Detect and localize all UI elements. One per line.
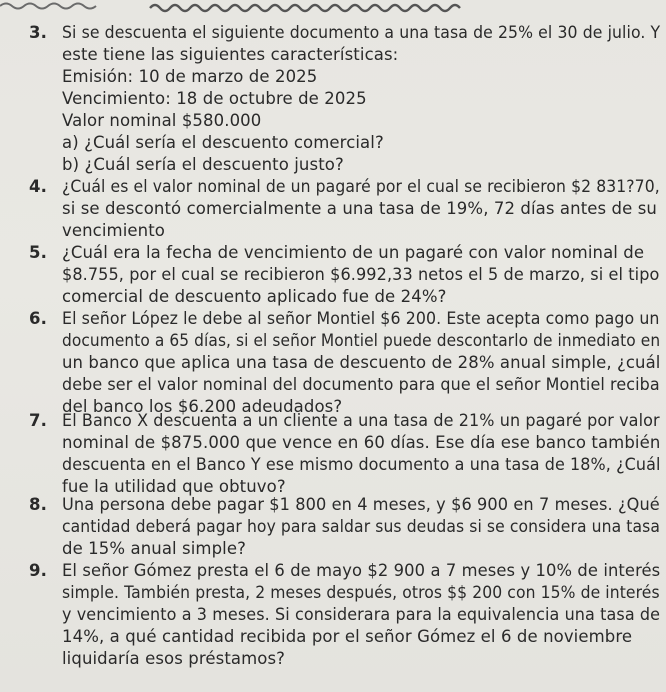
- problem-text-line: liquidaría esos préstamos?: [62, 649, 286, 668]
- problem-text-line: descuenta en el Banco Y ese mismo documento a una tasa de 18%, ¿Cuál: [62, 455, 661, 474]
- problem-text-line: 14%, a qué cantidad recibida por el señor Gómez el 6 de noviembre: [62, 627, 633, 646]
- problem-number: 8.: [29, 495, 47, 514]
- problem-text-line: si se descontó comercialmente a una tasa de 19%, 72 días antes de su: [62, 199, 657, 218]
- problem-text-line: cantidad deberá pagar hoy para saldar sus deudas si se considera una tasa: [62, 517, 661, 536]
- problem-text-line: ¿Cuál era la fecha de vencimiento de un pagaré con valor nominal de: [62, 243, 645, 262]
- problem-text-line: documento a 65 días, si el señor Montiel puede descontarlo de inmediato en: [62, 331, 661, 350]
- problem-text-line: Vencimiento: 18 de octubre de 2025: [62, 89, 367, 108]
- problem-text-line: y vencimiento a 3 meses. Si considerara para la equivalencia una tasa de: [62, 605, 661, 624]
- problem-text-line: $8.755, por el cual se recibieron $6.992,33 netos el 5 de marzo, si el tipo: [62, 265, 660, 284]
- problem-text-line: ¿Cuál es el valor nominal de un pagaré por el cual se recibieron $2 831?70,: [62, 177, 660, 196]
- problem-number: 6.: [29, 309, 47, 328]
- problem-text-line: Valor nominal $580.000: [62, 111, 262, 130]
- problem-number: 7.: [29, 411, 47, 430]
- problem-text-line: del banco los $6.200 adeudados?: [62, 397, 343, 416]
- problem-text-line: este tiene las siguientes características:: [62, 45, 399, 64]
- problem-number: 9.: [29, 561, 47, 580]
- problem-text-line: fue la utilidad que obtuvo?: [62, 477, 286, 496]
- problem-number: 5.: [29, 243, 47, 262]
- problem-text-line: El Banco X descuenta a un cliente a una tasa de 21% un pagaré por valor: [62, 411, 660, 430]
- problem-text-line: simple. También presta, 2 meses después, otros $$ 200 con 15% de interés: [62, 583, 660, 602]
- cropped-previous-text: [0, 0, 666, 22]
- problem-text-line: debe ser el valor nominal del documento para que el señor Montiel reciba: [62, 375, 660, 394]
- problem-number: 3.: [29, 23, 47, 42]
- problem-text-line: comercial de descuento aplicado fue de 24%?: [62, 287, 447, 306]
- problem-text-line: nominal de $875.000 que vence en 60 días. Ese día ese banco también: [62, 433, 661, 452]
- problem-text-line: un banco que aplica una tasa de descuento de 28% anual simple, ¿cuál: [62, 353, 661, 372]
- problem-text-line: a) ¿Cuál sería el descuento comercial?: [62, 133, 384, 152]
- problem-text-line: vencimiento: [62, 221, 165, 240]
- problem-text-line: Si se descuenta el siguiente documento a una tasa de 25% el 30 de julio. Y: [62, 23, 661, 42]
- problem-text-line: El señor Gómez presta el 6 de mayo $2 900 a 7 meses y 10% de interés: [62, 561, 661, 580]
- problem-text-line: de 15% anual simple?: [62, 539, 246, 558]
- problem-text-line: Una persona debe pagar $1 800 en 4 meses, y $6 900 en 7 meses. ¿Qué: [62, 495, 660, 514]
- problem-text-line: El señor López le debe al señor Montiel $6 200. Este acepta como pago un: [62, 309, 660, 328]
- problem-number: 4.: [29, 177, 47, 196]
- problem-text-line: Emisión: 10 de marzo de 2025: [62, 67, 318, 86]
- problem-text-line: b) ¿Cuál sería el descuento justo?: [62, 155, 344, 174]
